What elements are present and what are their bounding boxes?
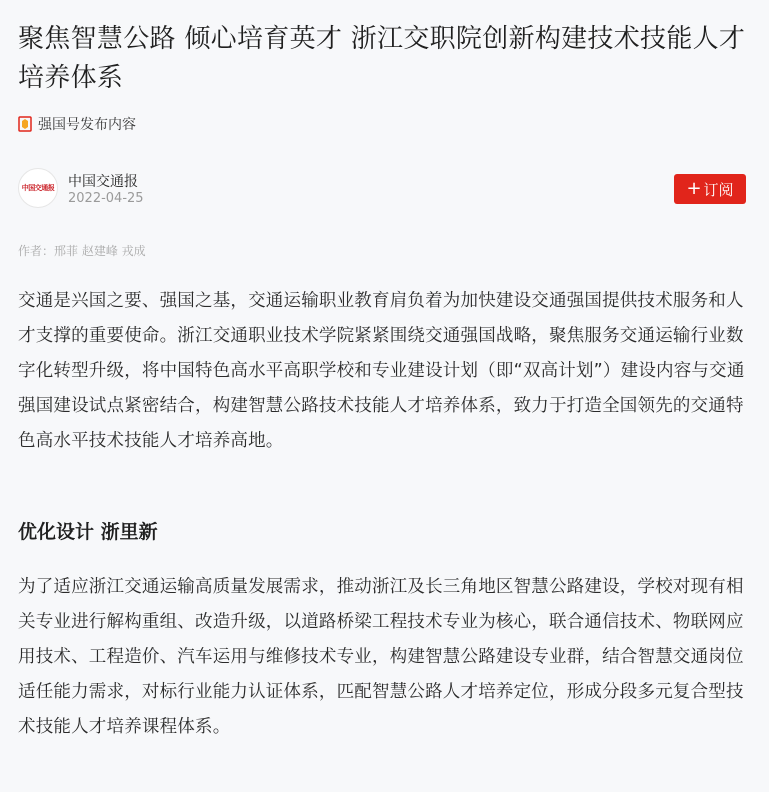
section-heading: 优化设计 浙里新 — [18, 521, 158, 543]
article-paragraph: 交通是兴国之要、强国之基，交通运输职业教育肩负着为加快建设交通强国提供技术服务和人才支撑的重要使命。浙江交通职业技术学院紧紧围绕交通强国战略，聚焦服务交通运输行业数字化转型升级，将中国特色高水平高职学校和专业建设计划（即“双高计划”）建设内容与交通强国建设试点紧密结合，构建智慧公路技术技能人才培养体系，致力于打造全国领先的交通特色高水平技术技能人才培养高地。 — [18, 291, 745, 451]
source-tag — [18, 114, 136, 134]
author-byline: 作者：邢菲 赵建峰 戎成 — [18, 244, 146, 258]
source-tag-label: 强国号发布内容 — [38, 117, 136, 133]
avatar[interactable] — [18, 168, 58, 208]
article-title: 聚焦智慧公路 倾心培育英才 浙江交职院创新构建技术技能人才培养体系 — [18, 24, 746, 93]
xuexi-badge-icon — [18, 116, 32, 132]
author-name[interactable]: 中国交通报 — [68, 174, 138, 190]
plus-icon: + — [686, 178, 702, 199]
subscribe-button[interactable] — [674, 174, 746, 204]
section-paragraph: 为了适应浙江交通运输高质量发展需求，推动浙江及长三角地区智慧公路建设，学校对现有相关专业进行解构重组、改造升级，以道路桥梁工程技术专业为核心，联合通信技术、物联网应用技术、工程造价、汽车运用与维修技术专业，构建智慧公路建设专业群，结合智慧交通岗位适任能力需求，对标行业能力认证体系，匹配智慧公路人才培养定位，形成分段多元复合型技术技能人才培养课程体系。 — [18, 577, 744, 737]
avatar-logo-text: 中国交通报 — [21, 183, 55, 192]
author-row — [18, 168, 746, 210]
subscribe-label: 订阅 — [703, 180, 734, 199]
publish-date: 2022-04-25 — [68, 191, 144, 206]
